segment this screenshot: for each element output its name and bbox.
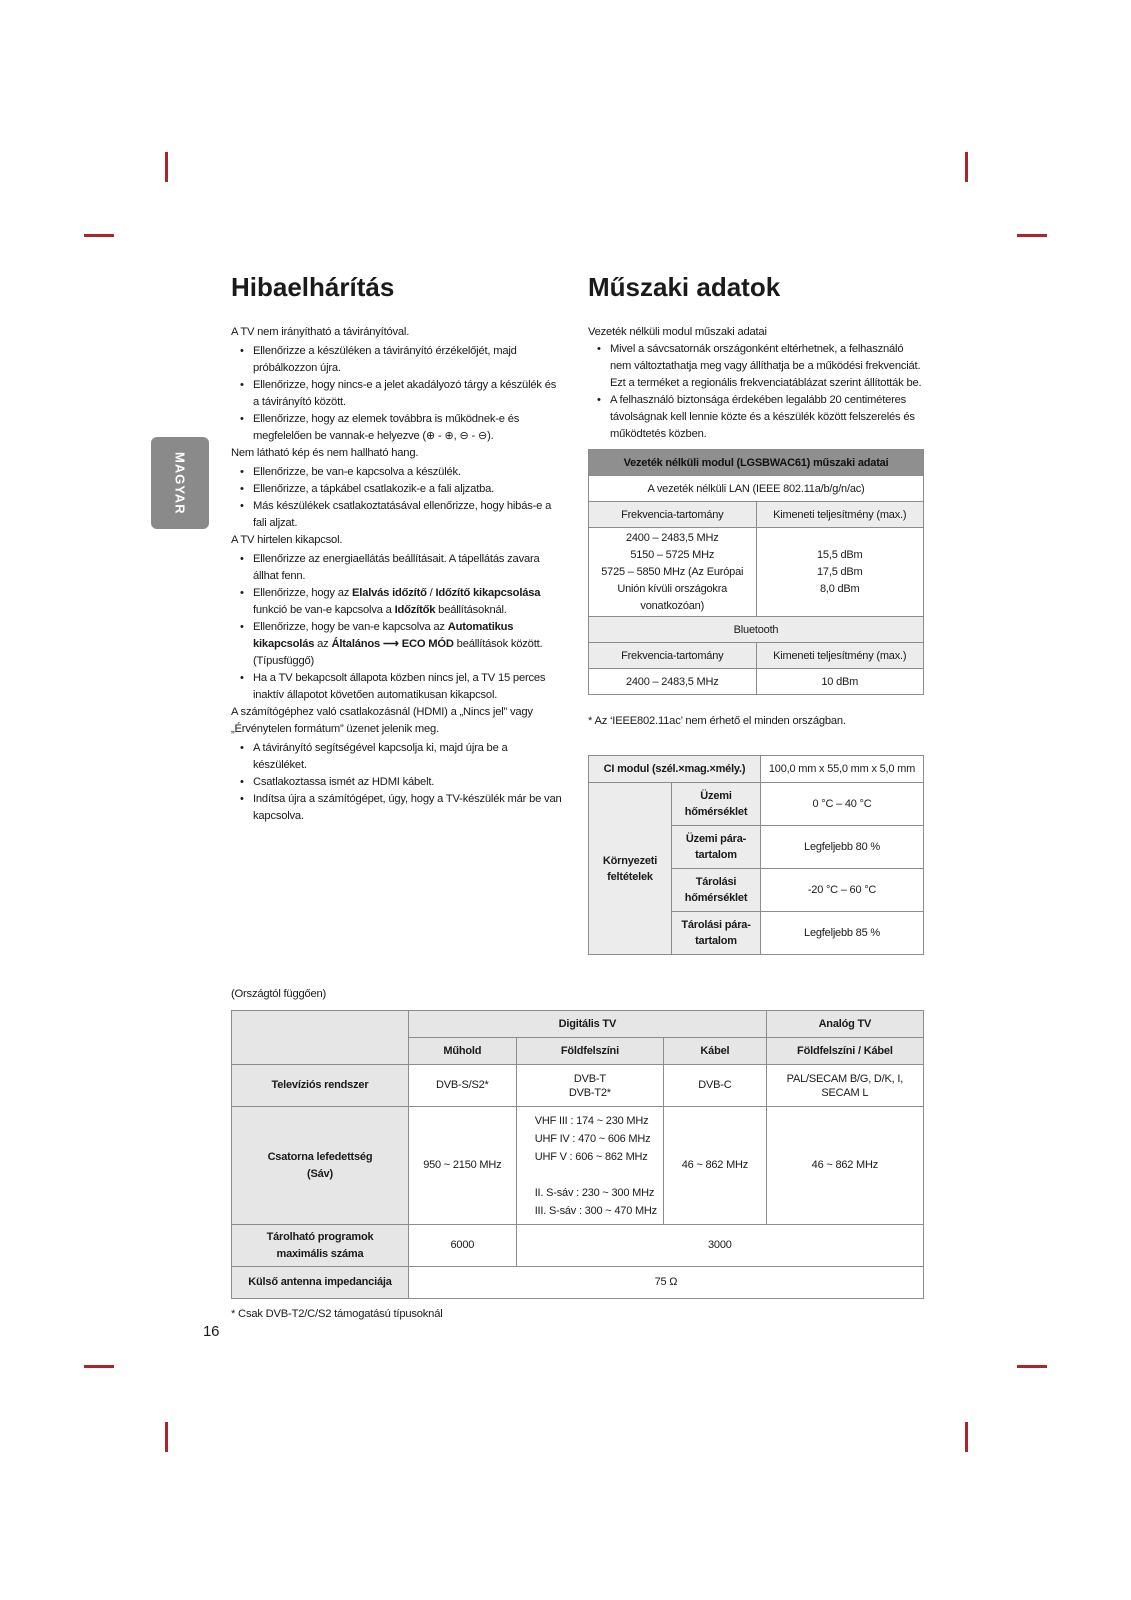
table-cell: Legfeljebb 80 % bbox=[761, 826, 924, 869]
column-header: Frekvencia-tartomány bbox=[589, 643, 757, 669]
language-tab bbox=[151, 437, 209, 529]
list-item: • Ellenőrizze, be van-e kapcsolva a készülék. bbox=[253, 464, 563, 481]
table-cell: DVB-S/S2* bbox=[408, 1065, 516, 1107]
table-cell: 6000 bbox=[408, 1225, 516, 1267]
list-item: • Mivel a sávcsatornák országonként eltérhetnek, a felhasználó nem változtathatja meg vagy állíthatja be a működési frekvenciát. Ezt a terméket a regionális frekvenciatáblázat szerint állították be. bbox=[610, 341, 924, 392]
wireless-module-table bbox=[588, 449, 924, 695]
table-cell: 46 ~ 862 MHz bbox=[664, 1107, 767, 1225]
list-item: • Ellenőrizze, hogy be van-e kapcsolva az Automatikus kikapcsolás az Általános ⟶ ECO MÓD beállítások között. (Típusfüggő) bbox=[253, 619, 563, 670]
page-number: 16 bbox=[203, 1323, 220, 1340]
column-header: Digitális TV bbox=[408, 1011, 766, 1038]
crop-mark bbox=[165, 152, 168, 182]
crop-mark bbox=[965, 1422, 968, 1452]
section-heading: A számítógéphez való csatlakozásnál (HDMI) a „Nincs jel” vagy „Érvénytelen formátum” üzenet jelenik meg. bbox=[231, 706, 533, 735]
list-item: • A felhasználó biztonsága érdekében legalább 20 centiméteres távolságnak kell lennie közte és a készülék között felszerelés és működtetés közben. bbox=[610, 392, 924, 443]
troubleshooting-title: Hibaelhárítás bbox=[231, 272, 395, 302]
column-header: Földfelszíni bbox=[516, 1038, 663, 1065]
language-tab-label: MAGYAR bbox=[172, 451, 188, 515]
column-header: Kimeneti teljesítmény (max.) bbox=[756, 643, 924, 669]
table-cell: DVB-T DVB-T2* bbox=[516, 1065, 663, 1107]
section-heading: A TV hirtelen kikapcsol. bbox=[231, 534, 343, 546]
bullet-list bbox=[231, 343, 563, 445]
table-cell: 3000 bbox=[516, 1225, 923, 1267]
arrow-icon: ⟶ bbox=[380, 638, 402, 650]
table-cell: 75 Ω bbox=[408, 1267, 923, 1299]
table-header bbox=[232, 1011, 409, 1065]
table-cell: Bluetooth bbox=[589, 617, 924, 643]
row-header: Külső antenna impedanciája bbox=[232, 1267, 409, 1299]
list-item: • Csatlakoztassa ismét az HDMI kábelt. bbox=[253, 774, 563, 791]
column-header: Műhold bbox=[408, 1038, 516, 1065]
table-cell: 0 °C – 40 °C bbox=[761, 783, 924, 826]
list-item: • Ellenőrizze az energiaellátás beállításait. A tápellátás zavara állhat fenn. bbox=[253, 551, 563, 585]
table-cell: 950 ~ 2150 MHz bbox=[408, 1107, 516, 1225]
table-cell: CI modul (szél.×mag.×mély.) bbox=[589, 756, 761, 783]
section-heading: Nem látható kép és nem hallható hang. bbox=[231, 447, 419, 459]
country-note: (Országtól függően) bbox=[231, 988, 327, 1000]
table-cell: Tárolási pára-tartalom bbox=[672, 912, 761, 955]
table-cell: VHF III : 174 ~ 230 MHz UHF IV : 470 ~ 606 MHz UHF V : 606 ~ 862 MHz II. S-sáv : 230 ~ 300 MHz III. S-sáv : 300 ~ 470 MHz bbox=[516, 1107, 663, 1225]
table-cell: Üzemi hőmérséklet bbox=[672, 783, 761, 826]
table-cell: -20 °C – 60 °C bbox=[761, 869, 924, 912]
crop-mark bbox=[165, 1422, 168, 1452]
bullet-list bbox=[231, 464, 563, 532]
crop-mark bbox=[965, 152, 968, 182]
table-title: Vezeték nélküli modul (LGSBWAC61) műszaki adatai bbox=[589, 450, 924, 476]
table-cell: 15,5 dBm 17,5 dBm 8,0 dBm bbox=[756, 528, 924, 617]
list-item: • Ha a TV bekapcsolt állapota közben nincs jel, a TV 15 perces inaktív állapotot követően automatikusan kikapcsol. bbox=[253, 670, 563, 704]
wireless-intro bbox=[588, 324, 924, 443]
column-header: Kimeneti teljesítmény (max.) bbox=[756, 502, 924, 528]
column-header: Kábel bbox=[664, 1038, 767, 1065]
specifications-title: Műszaki adatok bbox=[588, 272, 781, 302]
bullet-list bbox=[231, 551, 563, 704]
table-cell: DVB-C bbox=[664, 1065, 767, 1107]
table-cell: Környezeti feltételek bbox=[589, 783, 672, 955]
table-cell: Üzemi pára-tartalom bbox=[672, 826, 761, 869]
table-cell: 10 dBm bbox=[756, 669, 924, 695]
wifi-footnote: * Az ‘IEEE802.11ac’ nem érhető el minden országban. bbox=[588, 715, 846, 727]
column-header: Analóg TV bbox=[766, 1011, 923, 1038]
section-heading: A TV nem irányítható a távirányítóval. bbox=[231, 326, 410, 338]
row-header: Csatorna lefedettség (Sáv) bbox=[232, 1107, 409, 1225]
crop-mark bbox=[1017, 1365, 1047, 1368]
bullet-list bbox=[588, 341, 924, 443]
row-header: Tárolható programok maximális száma bbox=[232, 1225, 409, 1267]
list-item: • A távirányító segítségével kapcsolja ki, majd újra be a készüléket. bbox=[253, 740, 563, 774]
list-item: • Ellenőrizze, a tápkábel csatlakozik-e a fali aljzatba. bbox=[253, 481, 563, 498]
table-cell: 2400 – 2483,5 MHz 5150 – 5725 MHz 5725 – 5850 MHz (Az Európai Unión kívüli országokra vonatkozóan) bbox=[589, 528, 757, 617]
list-item: • Ellenőrizze, hogy az Elalvás időzítő / Időzítő kikapcsolása funkció be van-e kapcsolva a Időzítők beállításoknál. bbox=[253, 585, 563, 619]
list-item: • Ellenőrizze, hogy nincs-e a jelet akadályozó tárgy a készülék és a távirányító között. bbox=[253, 377, 563, 411]
table-cell: Legfeljebb 85 % bbox=[761, 912, 924, 955]
crop-mark bbox=[84, 234, 114, 237]
column-header: Frekvencia-tartomány bbox=[589, 502, 757, 528]
list-item: • Indítsa újra a számítógépet, úgy, hogy a TV-készülék már be van kapcsolva. bbox=[253, 791, 563, 825]
crop-mark bbox=[84, 1365, 114, 1368]
ci-module-table bbox=[588, 755, 924, 955]
list-item: • Ellenőrizze, hogy az elemek továbbra is működnek-e és megfelelően be vannak-e helyezve (⊕ - ⊕, ⊖ - ⊖). bbox=[253, 411, 563, 445]
table-cell: 100,0 mm x 55,0 mm x 5,0 mm bbox=[761, 756, 924, 783]
list-item: • Ellenőrizze a készüléken a távirányító érzékelőjét, majd próbálkozzon újra. bbox=[253, 343, 563, 377]
row-header: Televíziós rendszer bbox=[232, 1065, 409, 1107]
table-cell: 2400 – 2483,5 MHz bbox=[589, 669, 757, 695]
table-cell: 46 ~ 862 MHz bbox=[766, 1107, 923, 1225]
bullet-list bbox=[231, 740, 563, 825]
section-heading: Vezeték nélküli modul műszaki adatai bbox=[588, 326, 767, 338]
broadcast-table bbox=[231, 1010, 924, 1299]
crop-mark bbox=[1017, 234, 1047, 237]
column-header: Földfelszíni / Kábel bbox=[766, 1038, 923, 1065]
table-cell: PAL/SECAM B/G, D/K, I, SECAM L bbox=[766, 1065, 923, 1107]
table-cell: A vezeték nélküli LAN (IEEE 802.11a/b/g/n/ac) bbox=[589, 476, 924, 502]
broadcast-footnote: * Csak DVB-T2/C/S2 támogatású típusoknál bbox=[231, 1308, 443, 1320]
troubleshooting-section bbox=[231, 324, 563, 825]
list-item: • Más készülékek csatlakoztatásával ellenőrizze, hogy hibás-e a fali aljzat. bbox=[253, 498, 563, 532]
table-cell: Tárolási hőmérséklet bbox=[672, 869, 761, 912]
